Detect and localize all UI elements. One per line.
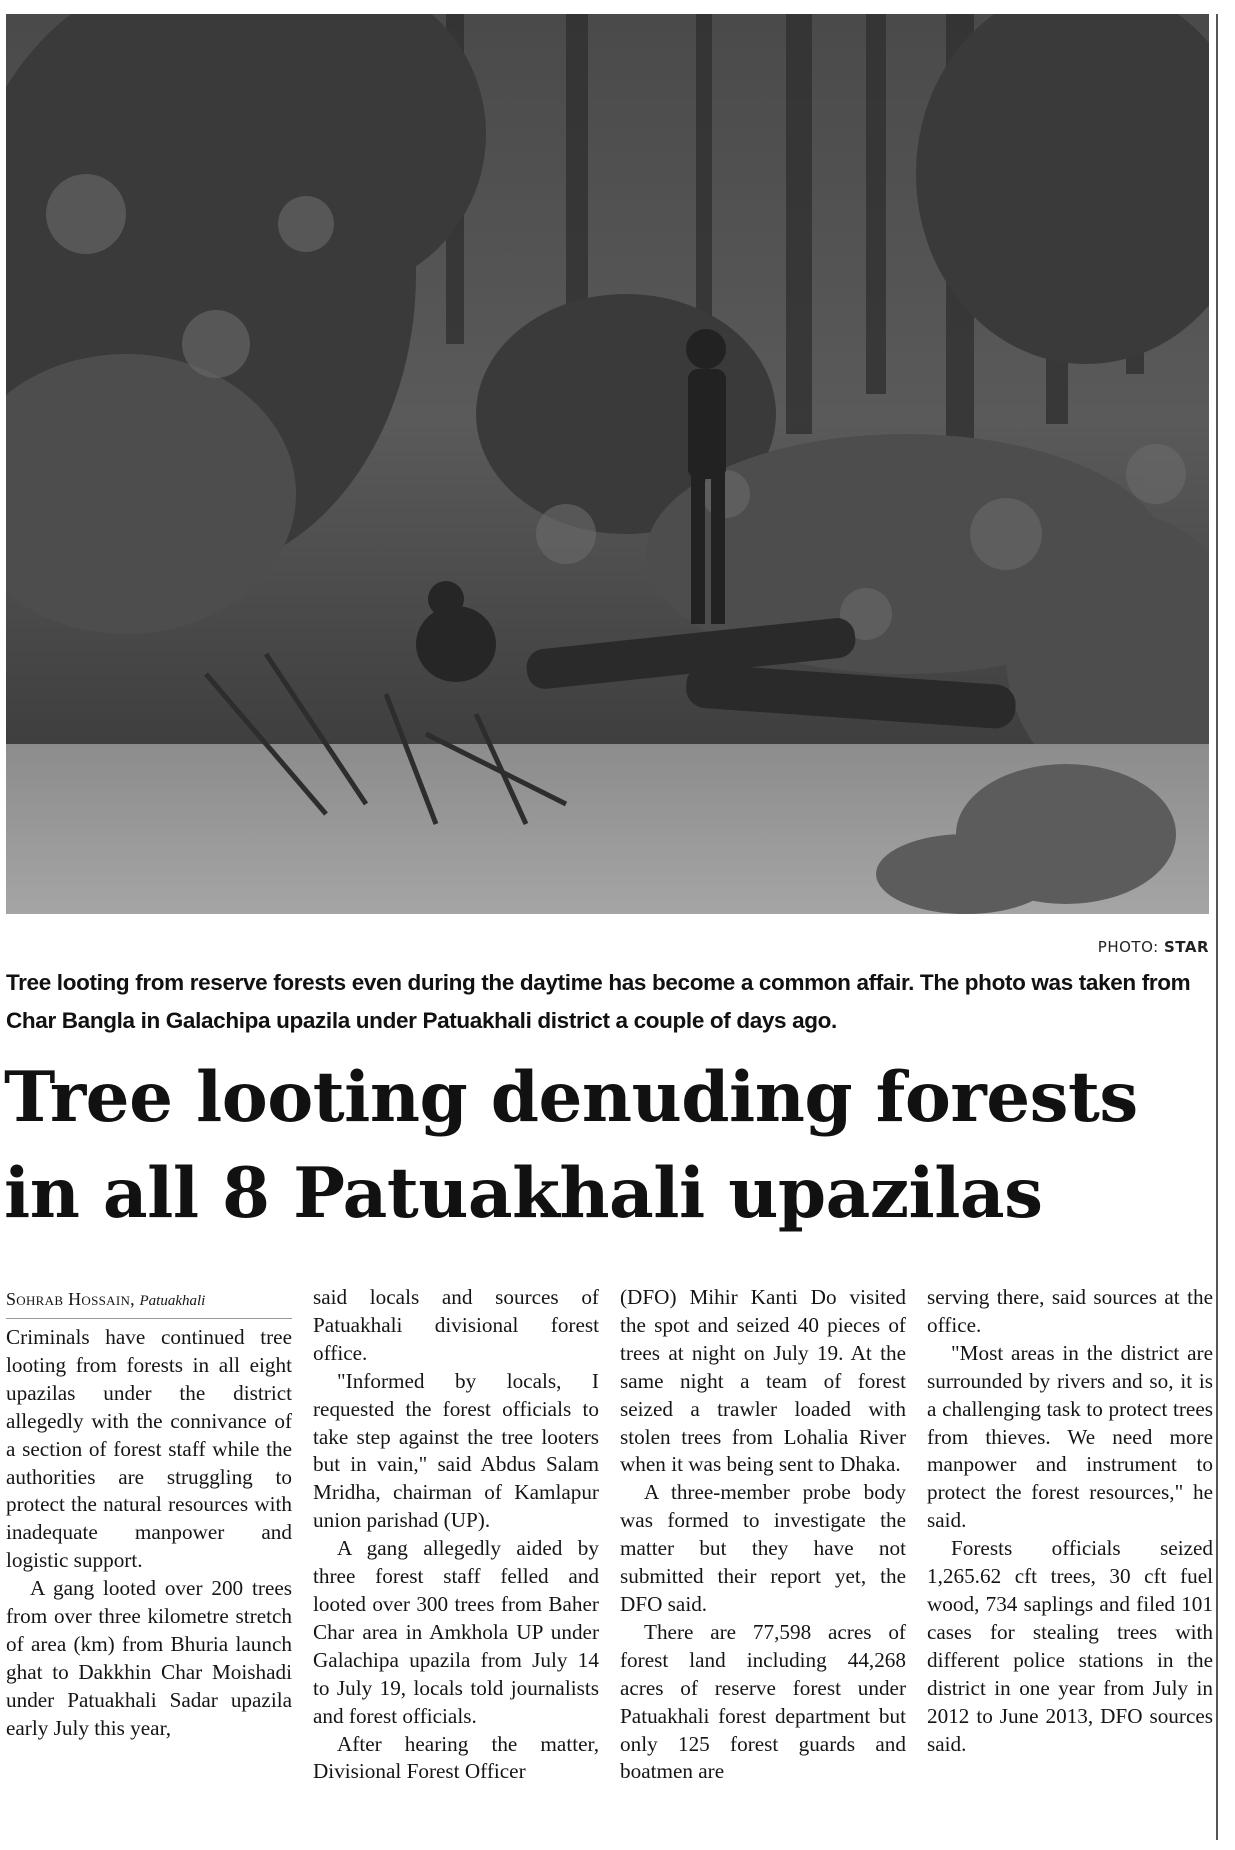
news-photo [6,14,1209,914]
paragraph: A gang allegedly aided by three forest staff felled and looted over 300 trees from Baher Char area in Amkhola UP under Galachipa upazila from July 14 to July 19, locals told journalists and forest officials. [313,1536,599,1728]
byline [6,1284,292,1319]
page-edge-rule [1216,14,1218,1840]
photo-credit-label: PHOTO: [1097,938,1159,956]
photo-credit [1098,938,1209,956]
article-column-3 [620,1284,906,1786]
paragraph: Criminals have continued tree looting from forests in all eight upazilas under the district allegedly with the connivance of a section of forest staff while the authorities are struggling to protect the natural resources with inadequate manpower and logistic support. [6,1325,292,1573]
paragraph: There are 77,598 acres of forest land including 44,268 acres of reserve forest under Patuakhali forest department but only 125 forest guards and boatmen are [620,1619,906,1784]
paragraph: After hearing the matter, Divisional Forest Officer [313,1731,599,1784]
paragraph: Forests officials seized 1,265.62 cft trees, 30 cft fuel wood, 734 saplings and filed 101 cases for stealing trees with different police stations in the district in one year from July in 2012 to June 2013, DFO sources said. [927,1536,1213,1756]
photo-caption: Tree looting from reserve forests even during the daytime has become a common affair. The photo was taken from Char Bangla in Galachipa upazila under Patuakhali district a couple of days ago. [6,970,1191,1033]
article-column-2 [313,1284,599,1786]
paragraph: A gang looted over 200 trees from over three kilometre stretch of area (km) from Bhuria launch ghat to Dakkhin Char Moishadi under Patuakhali Sadar upazila early July this year, [6,1576,292,1740]
paragraph: "Most areas in the district are surrounded by rivers and so, it is a challenging task to protect trees from thieves. We need more manpower and instrument to protect the forest resources," he said. [927,1340,1213,1533]
paragraph: serving there, said sources at the office. [927,1285,1213,1337]
paragraph: "Informed by locals, I requested the forest officials to take step against the tree looters but in vain," said Abdus Salam Mridha, chairman of Kamlapur union parishad (UP). [313,1368,599,1533]
article-column-4 [927,1284,1213,1758]
photo-credit-source: STAR [1163,938,1209,956]
headline [4,1050,1219,1242]
article-column-1 [6,1284,292,1743]
article-body [6,1284,1211,1844]
headline-line-2: in all 8 Patuakhali upazilas [4,1153,1043,1234]
headline-line-1: Tree looting denuding forests [4,1057,1138,1138]
paragraph: (DFO) Mihir Kanti Do visited the spot and seized 40 pieces of trees at night on July 19. At the same night a team of forest seized a trawler loaded with stolen trees from Lohalia River when it was being sent to Dhaka. [620,1285,906,1477]
byline-author: Sohrab Hossain, [6,1289,135,1309]
paragraph: A three-member probe body was formed to investigate the matter but they have not submitted their report yet, the DFO said. [620,1480,906,1616]
paragraph: said locals and sources of Patuakhali divisional forest office. [313,1285,599,1365]
byline-place: Patuakhali [139,1293,206,1309]
